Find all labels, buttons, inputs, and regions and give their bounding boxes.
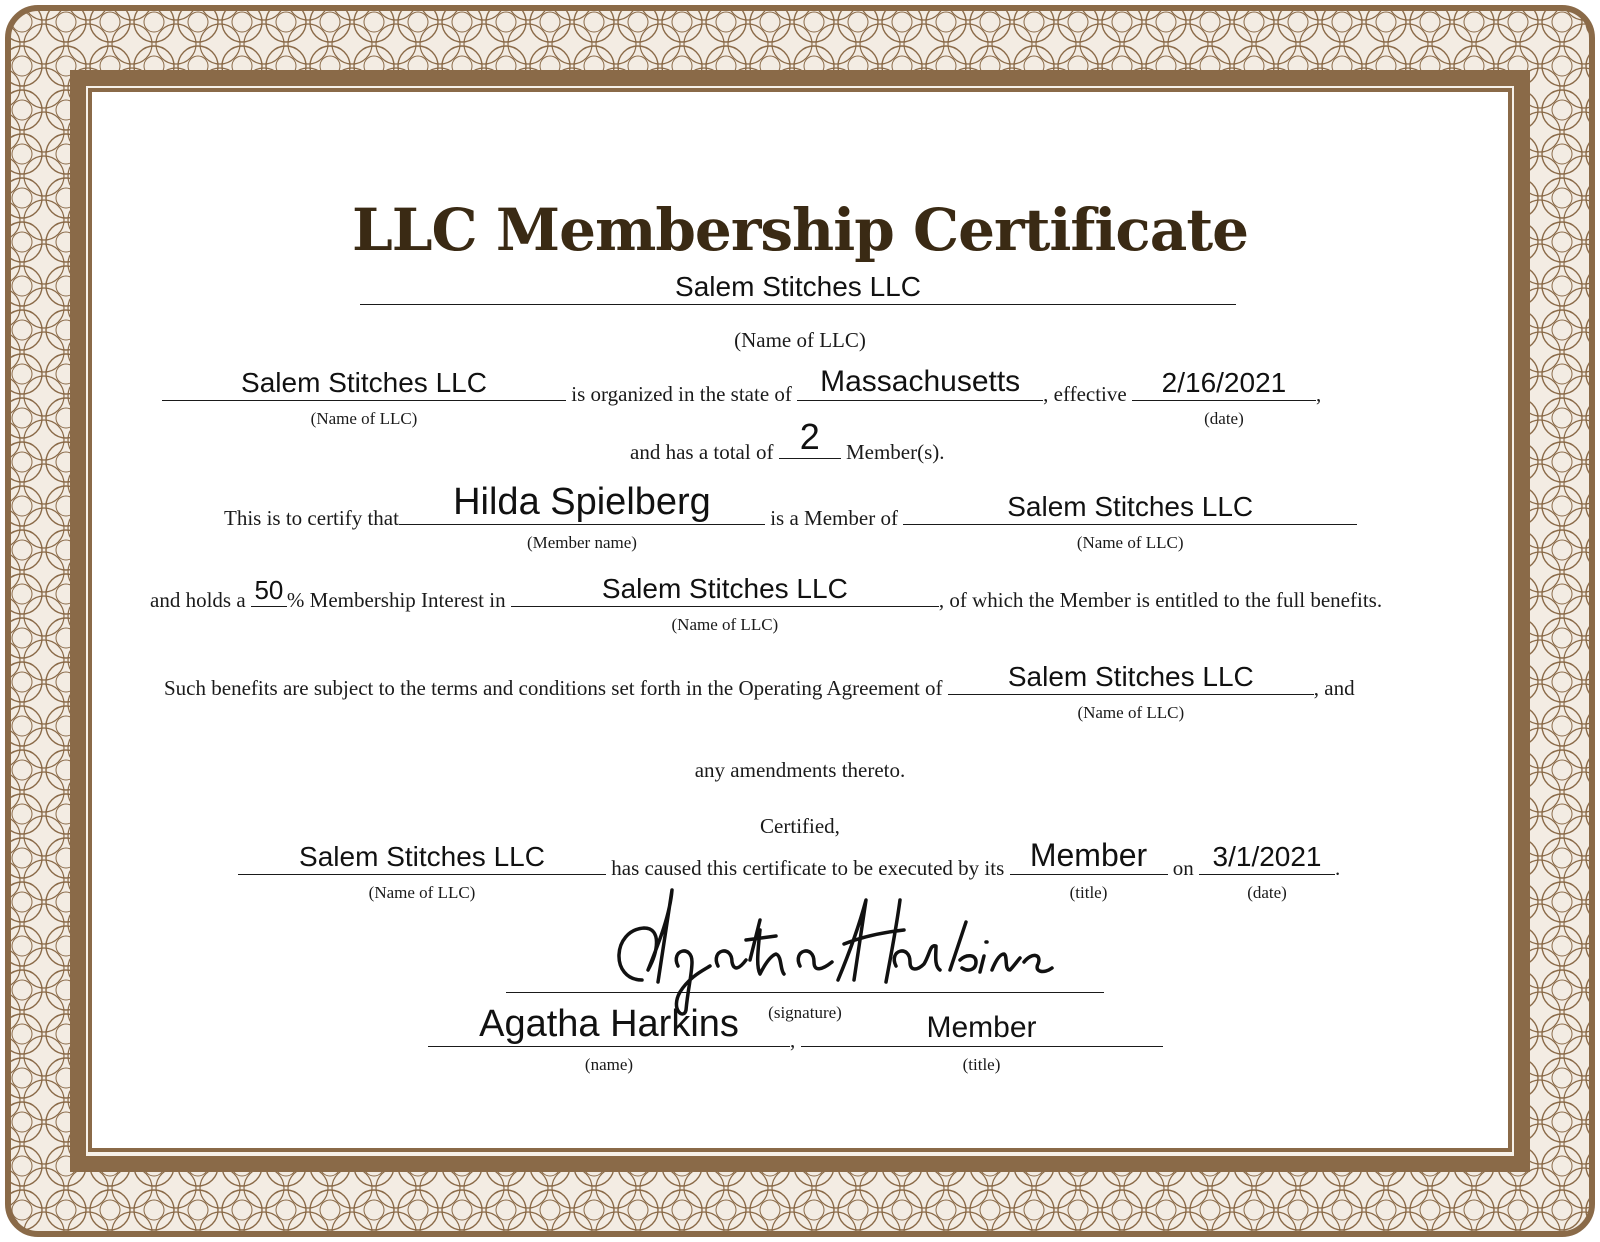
llc-name-field: Salem Stitches LLC (Name of LLC) [238, 852, 606, 875]
llc-name-field: Salem Stitches LLC (Name of LLC) [511, 584, 939, 607]
member-count-field [779, 416, 841, 459]
interest-value: 50 [254, 575, 284, 605]
llc-name-field: Salem Stitches LLC (Name of LLC) [948, 672, 1314, 695]
effective-date-field: 2/16/2021 (date) [1132, 378, 1316, 401]
llc-name-value: Salem Stitches LLC [675, 271, 921, 302]
llc-name-field: Salem Stitches LLC (Name of LLC) [162, 378, 566, 401]
member-name-field: Hilda Spielberg (Member name) [399, 502, 765, 525]
signer-title-field: Member (title) [801, 1024, 1163, 1047]
handwritten-signature [600, 870, 1060, 1020]
amendments-text: any amendments thereto. [694, 758, 906, 782]
signer-title-value: Member [926, 1011, 1037, 1044]
state-field [797, 365, 1043, 401]
llc-name-field [360, 271, 1236, 305]
state-value: Massachusetts [820, 365, 1021, 398]
llc-name-field: Salem Stitches LLC (Name of LLC) [903, 502, 1357, 525]
llc-name-caption: (Name of LLC) [734, 328, 866, 352]
effective-date-value: 2/16/2021 [1161, 367, 1287, 398]
member-name-value: Hilda Spielberg [453, 481, 711, 523]
signer-name-field: Agatha Harkins (name) [428, 1024, 790, 1047]
executed-title-value: Member [1029, 837, 1148, 873]
signer-name-value: Agatha Harkins [479, 1003, 739, 1045]
executed-title-field: Member (title) [1010, 852, 1168, 875]
executed-date-value: 3/1/2021 [1212, 841, 1322, 872]
signature-line: (signature) [506, 970, 1104, 993]
executed-date-field: 3/1/2021 (date) [1199, 852, 1335, 875]
member-count-value: 2 [799, 416, 820, 457]
certified-text: Certified, [760, 814, 840, 838]
interest-field [251, 575, 287, 607]
certificate-title: LLC Membership Certificate [351, 196, 1249, 264]
